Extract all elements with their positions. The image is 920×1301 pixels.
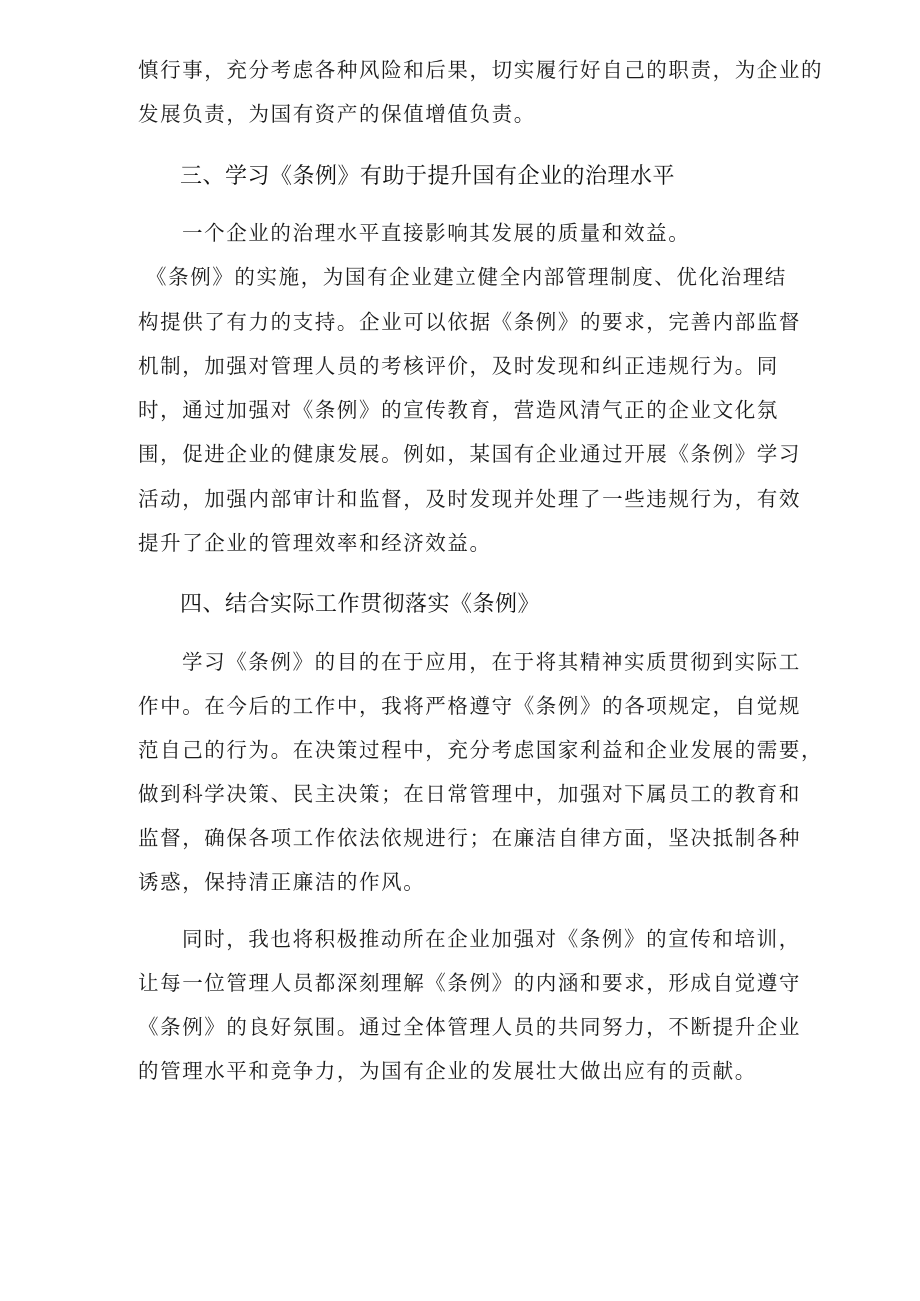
- section-3-line-6: 围，促进企业的健康发展。例如，某国有企业通过开展《条例》学习: [138, 442, 801, 466]
- section-4-p2-line-1: 同时，我也将积极推动所在企业加强对《条例》的宣传和培训，: [182, 927, 801, 951]
- section-4-p2-line-3: 《条例》的良好氛围。通过全体管理人员的共同努力，不断提升企业: [138, 1015, 801, 1039]
- section-4-p1-line-6: 诱惑，保持清正廉洁的作风。: [138, 870, 426, 894]
- section-3-line-8: 提升了企业的管理效率和经济效益。: [138, 531, 492, 555]
- section-4-p1-line-4: 做到科学决策、民主决策；在日常管理中，加强对下属员工的教育和: [138, 782, 801, 806]
- section-3-line-7: 活动，加强内部审计和监督，及时发现并处理了一些违规行为，有效: [138, 487, 801, 511]
- section-3-heading: 三、学习《条例》有助于提升国有企业的治理水平: [180, 164, 676, 189]
- section-4-heading: 四、结合实际工作贯彻落实《条例》: [180, 592, 541, 617]
- section-4-p2-line-2: 让每一位管理人员都深刻理解《条例》的内涵和要求，形成自觉遵守: [138, 971, 801, 995]
- intro-line-1: 慎行事，充分考虑各种风险和后果，切实履行好自己的职责，为企业的: [138, 58, 824, 82]
- section-3-line-1: 一个企业的治理水平直接影响其发展的质量和效益。: [182, 221, 691, 245]
- section-3-line-5: 时，通过加强对《条例》的宣传教育，营造风清气正的企业文化氛: [138, 398, 779, 422]
- section-4-p1-line-3: 范自己的行为。在决策过程中，充分考虑国家利益和企业发展的需要，: [138, 738, 824, 762]
- section-3-line-3: 构提供了有力的支持。企业可以依据《条例》的要求，完善内部监督: [138, 310, 801, 334]
- intro-line-2: 发展负责，为国有资产的保值增值负责。: [138, 102, 536, 126]
- section-4-p2-line-4: 的管理水平和竞争力，为国有企业的发展壮大做出应有的贡献。: [138, 1059, 757, 1083]
- section-3-line-2: 《条例》的实施，为国有企业建立健全内部管理制度、优化治理结: [146, 265, 787, 289]
- section-4-p1-line-1: 学习《条例》的目的在于应用，在于将其精神实质贯彻到实际工: [182, 650, 801, 674]
- section-4-p1-line-2: 作中。在今后的工作中，我将严格遵守《条例》的各项规定，自觉规: [138, 694, 801, 718]
- section-3-line-4: 机制，加强对管理人员的考核评价，及时发现和纠正违规行为。同: [138, 354, 779, 378]
- section-4-p1-line-5: 监督，确保各项工作依法依规进行；在廉洁自律方面，坚决抵制各种: [138, 826, 801, 850]
